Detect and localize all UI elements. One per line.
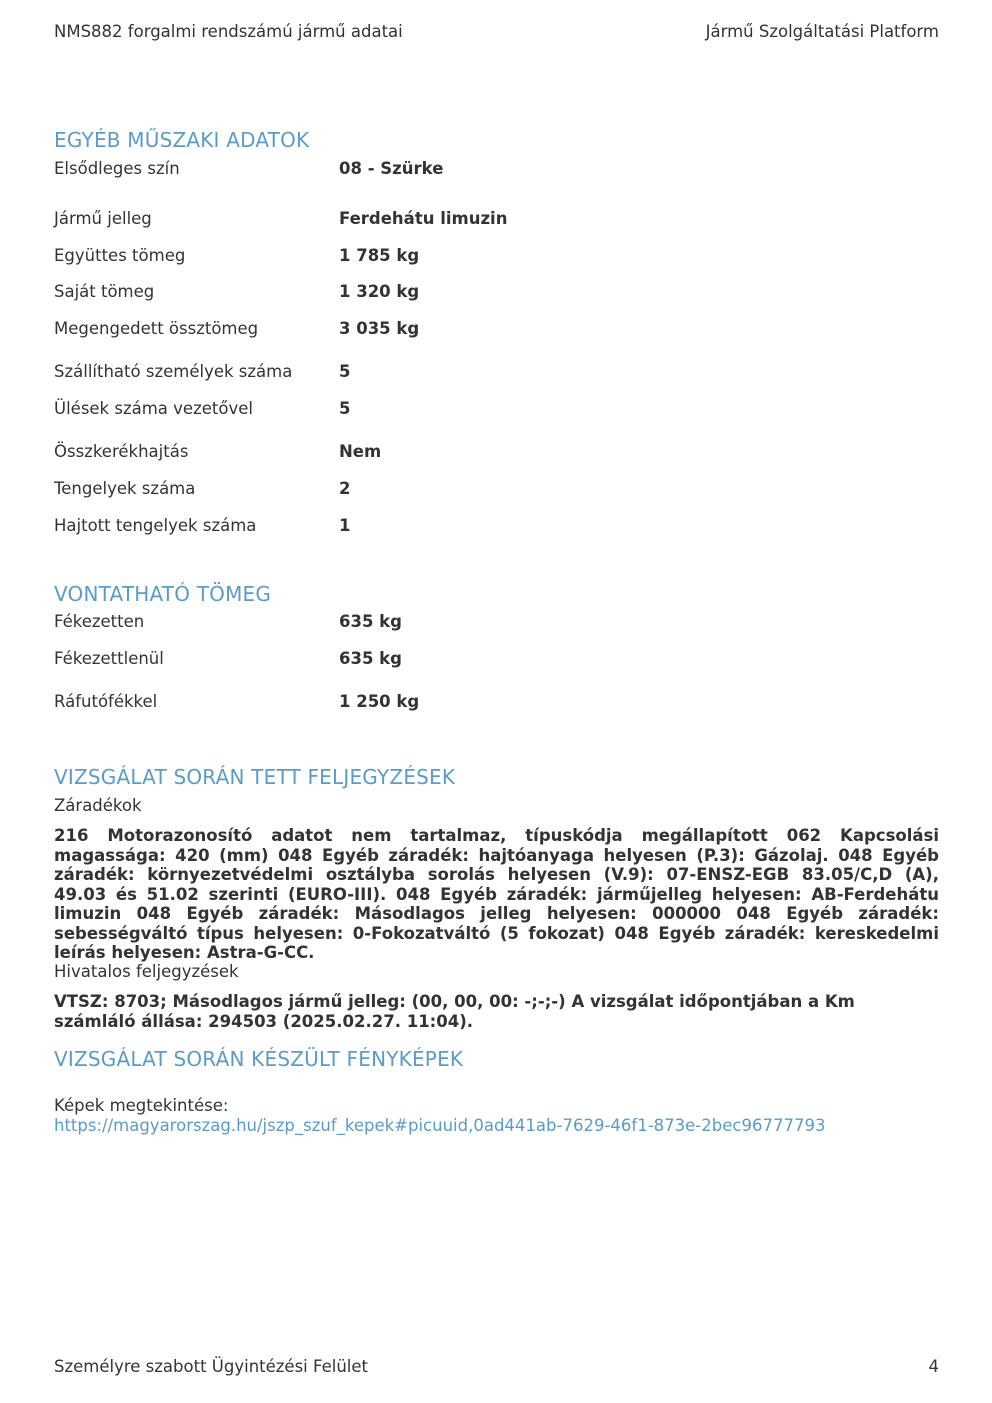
row-value: 3 035 kg — [339, 319, 420, 338]
row-label: Hajtott tengelyek száma — [54, 516, 257, 535]
row-label: Elsődleges szín — [54, 159, 180, 178]
section-title-notes: VIZSGÁLAT SORÁN TETT FELJEGYZÉSEK — [54, 765, 456, 789]
clauses-text: 216 Motorazonosító adatot nem tartalmaz, típuskódja megállapított 062 Kapcsolási magassága: 420 (mm) 048 Egyéb záradék: hajtóanyaga helyesen (P.3): Gázolaj. 048 Egyéb záradék: környezetvédelmi osztályba sorolás helyesen (V.9): 07-ENSZ-EGB 83.05/C,D (A), 49.03 és 51.02 szerinti (EURO-III). 048 Egyéb záradék: járműjelleg helyesen: AB-Ferdehátu limuzin 048 Egyéb záradék: Másodlagos jelleg helyesen: 000000 048 Egyéb záradék: sebességváltó típus helyesen: 0-Fokozatváltó (5 fokozat) 048 Egyéb záradék: kereskedelmi leírás helyesen: Astra-G-CC. — [54, 826, 939, 962]
row-label: Együttes tömeg — [54, 246, 186, 265]
section-title-towing: VONTATHATÓ TÖMEG — [54, 582, 272, 606]
section-title-technical: EGYÉB MŰSZAKI ADATOK — [54, 128, 310, 152]
row-value: 1 — [339, 516, 351, 535]
row-value: 635 kg — [339, 649, 402, 668]
row-value: 5 — [339, 399, 351, 418]
row-value: 08 - Szürke — [339, 159, 444, 178]
photos-label: Képek megtekintése: — [54, 1096, 229, 1115]
row-label: Fékezettlenül — [54, 649, 164, 668]
row-label: Ülések száma vezetővel — [54, 399, 253, 418]
official-notes-text: VTSZ: 8703; Másodlagos jármű jelleg: (00, 00, 00: -;-;-) A vizsgálat időpontjában a Km számláló állása: 294503 (2025.02.27. 11:04). — [54, 992, 855, 1031]
row-label: Megengedett össztömeg — [54, 319, 259, 338]
row-value: 1 320 kg — [339, 282, 420, 301]
page-footer — [54, 1357, 939, 1376]
official-notes-label: Hivatalos feljegyzések — [54, 962, 239, 981]
header-platform-name: Jármű Szolgáltatási Platform — [705, 22, 939, 41]
row-label: Fékezetten — [54, 612, 145, 631]
row-label: Jármű jelleg — [54, 209, 152, 228]
row-value: Ferdehátu limuzin — [339, 209, 508, 228]
row-label: Ráfutófékkel — [54, 692, 158, 711]
page-number: 4 — [928, 1357, 939, 1376]
footer-interface-name: Személyre szabott Ügyintézési Felület — [54, 1357, 368, 1376]
row-value: 1 785 kg — [339, 246, 420, 265]
row-value: 5 — [339, 362, 351, 381]
clauses-label: Záradékok — [54, 796, 142, 815]
row-label: Saját tömeg — [54, 282, 155, 301]
row-value: 2 — [339, 479, 351, 498]
row-label: Szállítható személyek száma — [54, 362, 293, 381]
row-value: Nem — [339, 442, 382, 461]
row-label: Tengelyek száma — [54, 479, 196, 498]
row-value: 1 250 kg — [339, 692, 420, 711]
header-vehicle-title: NMS882 forgalmi rendszámú jármű adatai — [54, 22, 403, 41]
photos-link[interactable]: https://magyarorszag.hu/jszp_szuf_kepek#picuuid,0ad441ab-7629-46f1-873e-2bec96777793 — [54, 1116, 826, 1135]
page-header — [54, 22, 939, 41]
section-title-photos: VIZSGÁLAT SORÁN KÉSZÜLT FÉNYKÉPEK — [54, 1047, 464, 1071]
row-label: Összkerékhajtás — [54, 442, 189, 461]
row-value: 635 kg — [339, 612, 402, 631]
